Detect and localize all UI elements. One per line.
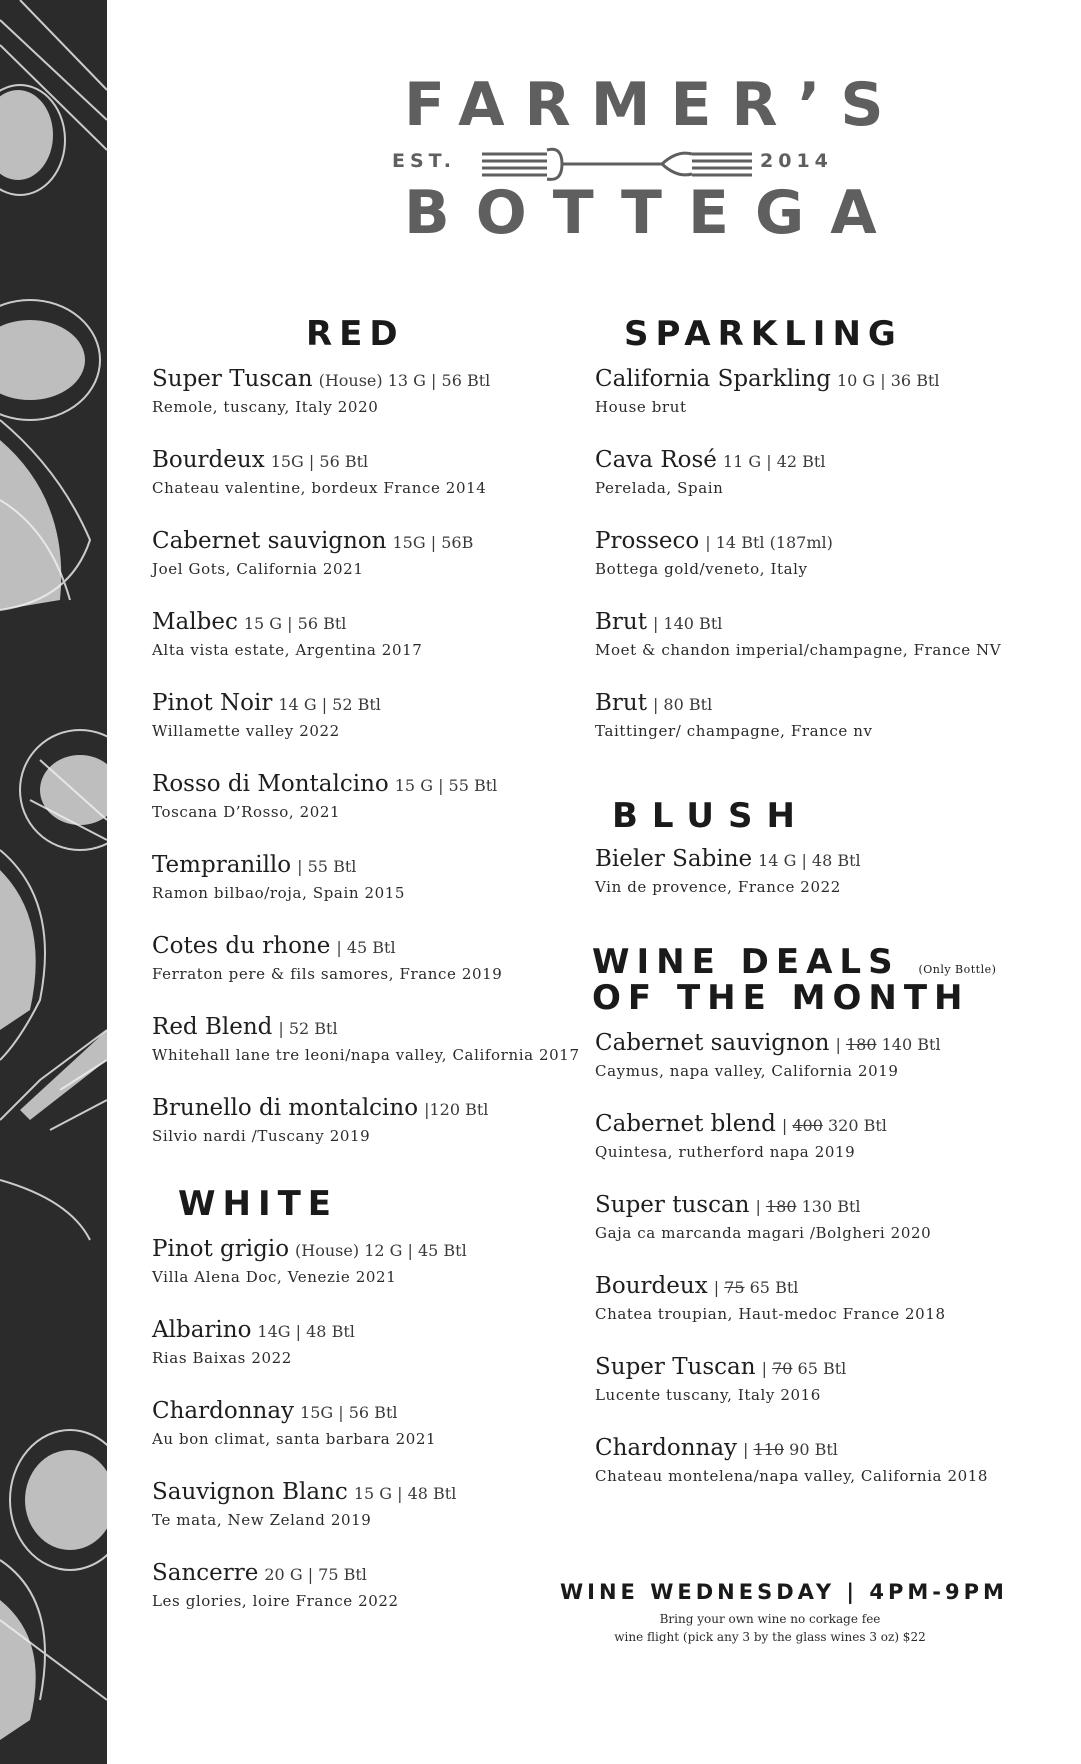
new-price: 90 Btl bbox=[789, 1440, 838, 1459]
restaurant-logo bbox=[380, 70, 904, 260]
item-desc: Moet & chandon imperial/champagne, France NV bbox=[595, 641, 1002, 659]
item-name: Chardonnay bbox=[152, 1398, 295, 1424]
item-desc: Ramon bilbao/roja, Spain 2015 bbox=[152, 884, 406, 902]
item-name: Brut bbox=[595, 609, 647, 635]
section-heading-deals-line2: OF THE MONTH bbox=[592, 978, 970, 1018]
logo-est: EST. bbox=[392, 150, 456, 172]
item-name: Super Tuscan bbox=[152, 366, 313, 392]
menu-item bbox=[152, 1095, 488, 1145]
menu-item bbox=[152, 933, 502, 983]
logo-line1: FARMER’S bbox=[404, 70, 904, 140]
item-desc: Chatea troupian, Haut-medoc France 2018 bbox=[595, 1305, 946, 1323]
item-price: 14G | 48 Btl bbox=[257, 1322, 355, 1341]
menu-item bbox=[595, 528, 833, 578]
item-name: Rosso di Montalcino bbox=[152, 771, 389, 797]
item-name: Bourdeux bbox=[152, 447, 265, 473]
item-price: 20 G | 75 Btl bbox=[264, 1565, 367, 1584]
item-price: | 140 Btl bbox=[652, 614, 723, 633]
deal-item bbox=[595, 1273, 946, 1323]
new-price: 65 Btl bbox=[749, 1278, 799, 1297]
item-name: Cotes du rhone bbox=[152, 933, 331, 959]
item-desc: Bottega gold/veneto, Italy bbox=[595, 560, 808, 578]
old-price: 110 bbox=[753, 1440, 785, 1459]
old-price: 75 bbox=[724, 1278, 745, 1297]
item-name: Cabernet sauvignon bbox=[152, 528, 387, 554]
item-desc: Perelada, Spain bbox=[595, 479, 724, 497]
menu-item bbox=[595, 609, 1001, 659]
menu-item bbox=[152, 1398, 436, 1448]
menu-item bbox=[152, 447, 486, 497]
menu-item bbox=[595, 846, 861, 896]
item-name: Bieler Sabine bbox=[595, 846, 753, 872]
item-price: | 45 Btl bbox=[336, 938, 396, 957]
item-name: Cabernet sauvignon bbox=[595, 1030, 830, 1056]
deal-item bbox=[595, 1435, 988, 1485]
item-desc: Villa Alena Doc, Venezie 2021 bbox=[152, 1268, 397, 1286]
item-price: | 70 65 Btl bbox=[761, 1359, 847, 1378]
menu-item bbox=[152, 609, 422, 659]
item-price: | 14 Btl (187ml) bbox=[705, 533, 833, 552]
item-price: | 110 90 Btl bbox=[743, 1440, 838, 1459]
item-desc: Chateau montelena/napa valley, California 2018 bbox=[595, 1467, 989, 1485]
deals-heading-note: (Only Bottle) bbox=[918, 963, 997, 976]
item-desc: House brut bbox=[595, 398, 687, 416]
deal-item bbox=[595, 1111, 887, 1161]
menu-item bbox=[152, 1236, 467, 1286]
item-desc: Te mata, New Zeland 2019 bbox=[152, 1511, 372, 1529]
item-price: | 400 320 Btl bbox=[781, 1116, 887, 1135]
item-price: 10 G | 36 Btl bbox=[836, 371, 940, 390]
menu-item bbox=[152, 771, 497, 821]
item-name: Cabernet blend bbox=[595, 1111, 776, 1137]
item-desc: Whitehall lane tre leoni/napa valley, California 2017 bbox=[152, 1046, 580, 1064]
item-price: | 55 Btl bbox=[297, 857, 357, 876]
item-name: Brunello di montalcino bbox=[152, 1095, 419, 1121]
item-name: Sancerre bbox=[152, 1560, 259, 1586]
item-price: | 52 Btl bbox=[278, 1019, 338, 1038]
item-name: Super Tuscan bbox=[595, 1354, 756, 1380]
item-name: California Sparkling bbox=[595, 366, 831, 392]
item-desc: Les glories, loire France 2022 bbox=[152, 1592, 399, 1610]
item-name: Prosseco bbox=[595, 528, 700, 554]
item-desc: Chateau valentine, bordeux France 2014 bbox=[152, 479, 487, 497]
item-desc: Taittinger/ champagne, France nv bbox=[595, 722, 873, 740]
item-price: 14 G | 48 Btl bbox=[758, 851, 861, 870]
item-price: | 180 140 Btl bbox=[835, 1035, 941, 1054]
section-heading-white: WHITE bbox=[178, 1184, 339, 1224]
botanical-illustration bbox=[0, 0, 107, 1764]
item-price: | 80 Btl bbox=[652, 695, 713, 714]
item-desc: Joel Gots, California 2021 bbox=[152, 560, 364, 578]
item-price: 15G | 56B bbox=[392, 533, 474, 552]
item-name: Bourdeux bbox=[595, 1273, 708, 1299]
old-price: 70 bbox=[772, 1359, 793, 1378]
item-desc: Willamette valley 2022 bbox=[152, 722, 340, 740]
item-desc: Quintesa, rutherford napa 2019 bbox=[595, 1143, 856, 1161]
menu-item bbox=[152, 690, 381, 740]
old-price: 180 bbox=[845, 1035, 877, 1054]
new-price: 140 Btl bbox=[881, 1035, 941, 1054]
new-price: 320 Btl bbox=[827, 1116, 887, 1135]
item-desc: Toscana D’Rosso, 2021 bbox=[152, 803, 341, 821]
menu-item bbox=[595, 366, 940, 416]
menu-item bbox=[152, 852, 405, 902]
item-name: Malbec bbox=[152, 609, 238, 635]
item-desc: Lucente tuscany, Italy 2016 bbox=[595, 1386, 821, 1404]
deal-item bbox=[595, 1192, 931, 1242]
menu-item bbox=[152, 1479, 456, 1529]
wine-wednesday-line2: wine flight (pick any 3 by the glass wines 3 oz) $22 bbox=[614, 1630, 926, 1644]
wine-wednesday-heading: WINE WEDNESDAY | 4PM-9PM bbox=[560, 1580, 1008, 1604]
new-price: 130 Btl bbox=[801, 1197, 861, 1216]
item-name: Cava Rosé bbox=[595, 447, 717, 473]
logo-year: 2014 bbox=[760, 150, 833, 172]
section-heading-sparkling: SPARKLING bbox=[624, 314, 903, 354]
item-name: Red Blend bbox=[152, 1014, 273, 1040]
botanical-sidebar bbox=[0, 0, 107, 1764]
item-desc: Silvio nardi /Tuscany 2019 bbox=[152, 1127, 371, 1145]
item-price: 15 G | 48 Btl bbox=[353, 1484, 457, 1503]
item-name: Pinot grigio bbox=[152, 1236, 290, 1262]
old-price: 180 bbox=[765, 1197, 797, 1216]
logo-line2: BOTTEGA bbox=[404, 178, 903, 248]
item-price: 15 G | 56 Btl bbox=[243, 614, 347, 633]
item-name: Tempranillo bbox=[152, 852, 292, 878]
new-price: 65 Btl bbox=[797, 1359, 847, 1378]
item-desc: Alta vista estate, Argentina 2017 bbox=[152, 641, 423, 659]
item-price: 14 G | 52 Btl bbox=[278, 695, 381, 714]
item-name: Sauvignon Blanc bbox=[152, 1479, 348, 1505]
item-name: Chardonnay bbox=[595, 1435, 738, 1461]
item-name: Brut bbox=[595, 690, 647, 716]
item-name: Super tuscan bbox=[595, 1192, 750, 1218]
item-price: 15 G | 55 Btl bbox=[394, 776, 498, 795]
item-price: | 180 130 Btl bbox=[755, 1197, 861, 1216]
deals-heading-line1: WINE DEALS bbox=[592, 942, 900, 982]
section-heading-blush: BLUSH bbox=[612, 796, 809, 836]
wine-wednesday-line1: Bring your own wine no corkage fee bbox=[659, 1612, 881, 1626]
deal-item bbox=[595, 1030, 941, 1080]
item-desc: Vin de provence, France 2022 bbox=[595, 878, 841, 896]
menu-item bbox=[152, 528, 473, 578]
menu-item bbox=[595, 447, 825, 497]
item-price: | 75 65 Btl bbox=[713, 1278, 799, 1297]
item-price: |120 Btl bbox=[424, 1100, 489, 1119]
item-name: Pinot Noir bbox=[152, 690, 273, 716]
item-price: 11 G | 42 Btl bbox=[722, 452, 826, 471]
item-price: 15G | 56 Btl bbox=[300, 1403, 398, 1422]
menu-item bbox=[152, 1560, 399, 1610]
item-desc: Caymus, napa valley, California 2019 bbox=[595, 1062, 899, 1080]
item-desc: Au bon climat, santa barbara 2021 bbox=[152, 1430, 437, 1448]
section-heading-red: RED bbox=[306, 314, 405, 354]
item-desc: Remole, tuscany, Italy 2020 bbox=[152, 398, 379, 416]
item-price: (House) 12 G | 45 Btl bbox=[295, 1241, 467, 1260]
menu-item bbox=[152, 1317, 355, 1367]
deal-item bbox=[595, 1354, 846, 1404]
menu-item bbox=[595, 690, 873, 740]
item-price: 15G | 56 Btl bbox=[270, 452, 369, 471]
item-name: Albarino bbox=[152, 1317, 252, 1343]
item-desc: Gaja ca marcanda magari /Bolgheri 2020 bbox=[595, 1224, 932, 1242]
menu-item bbox=[152, 366, 490, 416]
item-desc: Ferraton pere & fils samores, France 2019 bbox=[152, 965, 503, 983]
item-desc: Rias Baixas 2022 bbox=[152, 1349, 292, 1367]
menu-item bbox=[152, 1014, 580, 1064]
item-price: (House) 13 G | 56 Btl bbox=[318, 371, 491, 390]
old-price: 400 bbox=[792, 1116, 823, 1135]
